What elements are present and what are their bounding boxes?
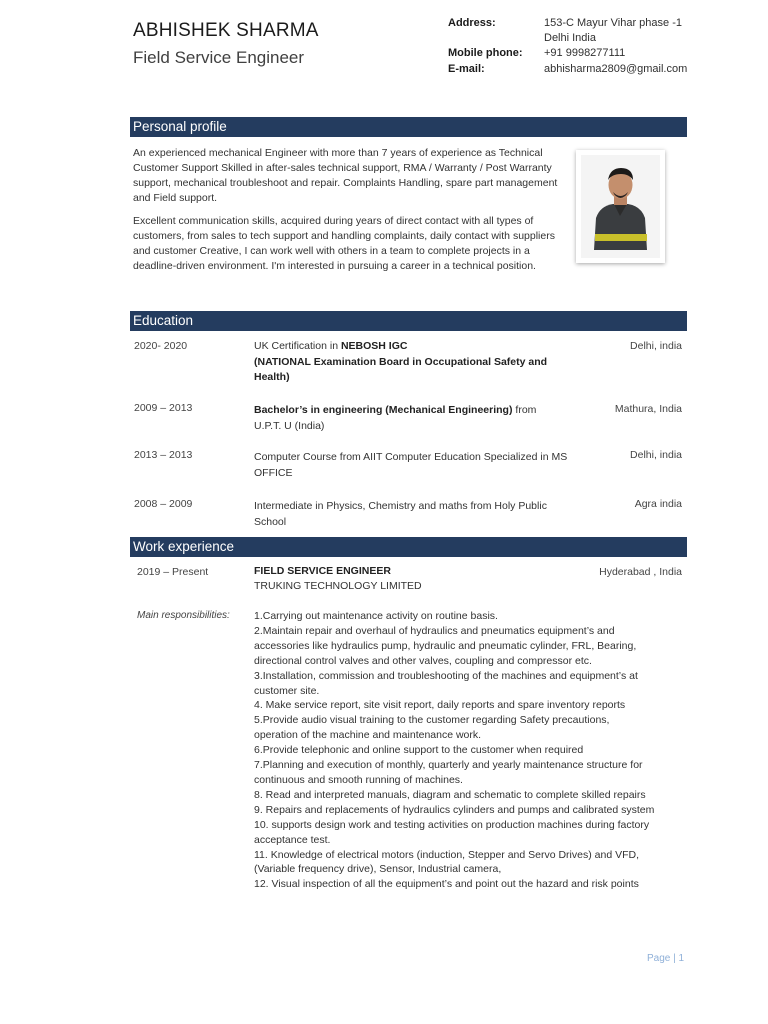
education-date: 2020- 2020 — [134, 340, 188, 352]
responsibility-line: 11. Knowledge of electrical motors (induction, Stepper and Servo Drives) and VFD, — [254, 848, 639, 861]
address-line2: Delhi India — [544, 32, 596, 44]
education-location: Agra india — [634, 498, 682, 510]
profile-paragraph-1: An experienced mechanical Engineer with more than 7 years of experience as Technical Customer Support Skilled in after-sales technical support, RMA / Warranty / Post Warranty support, mechanical troubleshoot and repair. Complaints Handling, spare part management and Field support. — [133, 147, 558, 204]
responsibility-line: 10. supports design work and testing activities on production machines during factory — [254, 818, 650, 831]
page-number: Page | 1 — [647, 953, 685, 964]
education-suffix: from — [512, 404, 537, 416]
responsibility-line: operation of the machine and maintenance work. — [254, 729, 482, 742]
phone-value: +91 9998277111 — [544, 47, 626, 59]
education-location: Delhi, india — [630, 449, 682, 461]
responsibility-line: 4. Make service report, site visit report, daily reports and spare inventory reports — [254, 699, 626, 712]
profile-paragraph-2: Excellent communication skills, acquired during years of direct contact with all types of customers, from sales to tech support and handling complaints, daily contact with suppliers and customer Creative, I can work well with others in a team to complete projects in a deadline-driven environment. I'm interested in pursuing a career in a technical position. — [133, 215, 555, 272]
education-date: 2013 – 2013 — [134, 449, 193, 461]
education-description: Computer Course from AIIT Computer Education Specialized in MS OFFICE — [254, 451, 568, 479]
responsibility-line: 9. Repairs and replacements of hydraulics cylinders and pumps and calibrated system — [254, 803, 655, 816]
responsibility-line: 8. Read and interpreted manuals, diagram and schematic to complete skilled repairs — [254, 788, 646, 801]
responsibility-line: 7.Planning and execution of monthly, quarterly and yearly maintenance structure for — [254, 759, 643, 772]
education-description — [254, 403, 574, 434]
section-bar-work — [130, 537, 687, 557]
education-date: 2009 – 2013 — [134, 402, 193, 414]
responsibility-line: 12. Visual inspection of all the equipment’s and point out the hazard and risk points — [254, 878, 639, 891]
person-photo-icon — [576, 150, 665, 263]
work-company: TRUKING TECHNOLOGY LIMITED — [254, 580, 422, 592]
section-bar-education — [130, 311, 687, 331]
profile-photo — [576, 150, 665, 263]
phone-label: Mobile phone: — [448, 47, 523, 59]
section-title-education: Education — [133, 313, 194, 328]
education-prefix: UK Certification in — [254, 340, 341, 352]
responsibility-line: accessories like hydraulics pump, hydraulic and pneumatic cylinder, FRL, Bearing, — [254, 639, 637, 652]
responsibilities-list — [254, 609, 694, 892]
education-title: Bachelor’s in engineering (Mechanical Engineering) — [254, 404, 513, 416]
education-description: Intermediate in Physics, Chemistry and maths from Holy Public School — [254, 500, 547, 528]
responsibility-line: (Variable frequency drive), Sensor, Industrial camera, — [254, 863, 502, 876]
work-date: 2019 – Present — [137, 566, 209, 578]
responsibility-line: acceptance test. — [254, 833, 331, 846]
education-subtitle: (NATIONAL Examination Board in Occupational Safety and Health) — [254, 355, 548, 383]
job-title: Field Service Engineer — [133, 48, 305, 67]
education-date: 2008 – 2009 — [134, 498, 193, 510]
candidate-name: ABHISHEK SHARMA — [133, 20, 319, 41]
responsibility-line: 5.Provide audio visual training to the customer regarding Safety precautions, — [254, 714, 610, 727]
responsibility-line: 1.Carrying out maintenance activity on routine basis. — [254, 610, 498, 622]
education-location: Mathura, India — [614, 403, 682, 415]
responsibility-line: customer site. — [254, 684, 320, 697]
education-description — [254, 339, 574, 386]
responsibility-line: continuous and smooth running of machines. — [254, 773, 463, 786]
work-title: FIELD SERVICE ENGINEER — [254, 565, 391, 577]
address-line1: 153-C Mayur Vihar phase -1 — [544, 17, 682, 29]
responsibility-line: 2.Maintain repair and overhaul of hydraulics and pneumatics equipment’s and — [254, 624, 615, 637]
responsibilities-label: Main responsibilities: — [137, 610, 230, 621]
responsibility-line: 3.Installation, commission and troubleshooting of the machines and equipment’s at — [254, 669, 638, 682]
education-location: Delhi, india — [630, 340, 682, 352]
section-bar-profile — [130, 117, 687, 137]
section-title-profile: Personal profile — [133, 119, 227, 134]
address-label: Address: — [448, 17, 496, 29]
responsibility-line: 6.Provide telephonic and online support to the customer when required — [254, 744, 584, 757]
email-value[interactable]: abhisharma2809@gmail.com — [544, 63, 688, 75]
email-label: E-mail: — [448, 63, 485, 75]
work-location: Hyderabad , India — [599, 566, 682, 578]
section-title-work: Work experience — [133, 539, 235, 554]
education-subtitle: U.P.T. U (India) — [254, 419, 325, 432]
education-title: NEBOSH IGC — [340, 340, 408, 352]
responsibility-line: directional control valves and other valves, coupling and compressor etc. — [254, 654, 592, 667]
